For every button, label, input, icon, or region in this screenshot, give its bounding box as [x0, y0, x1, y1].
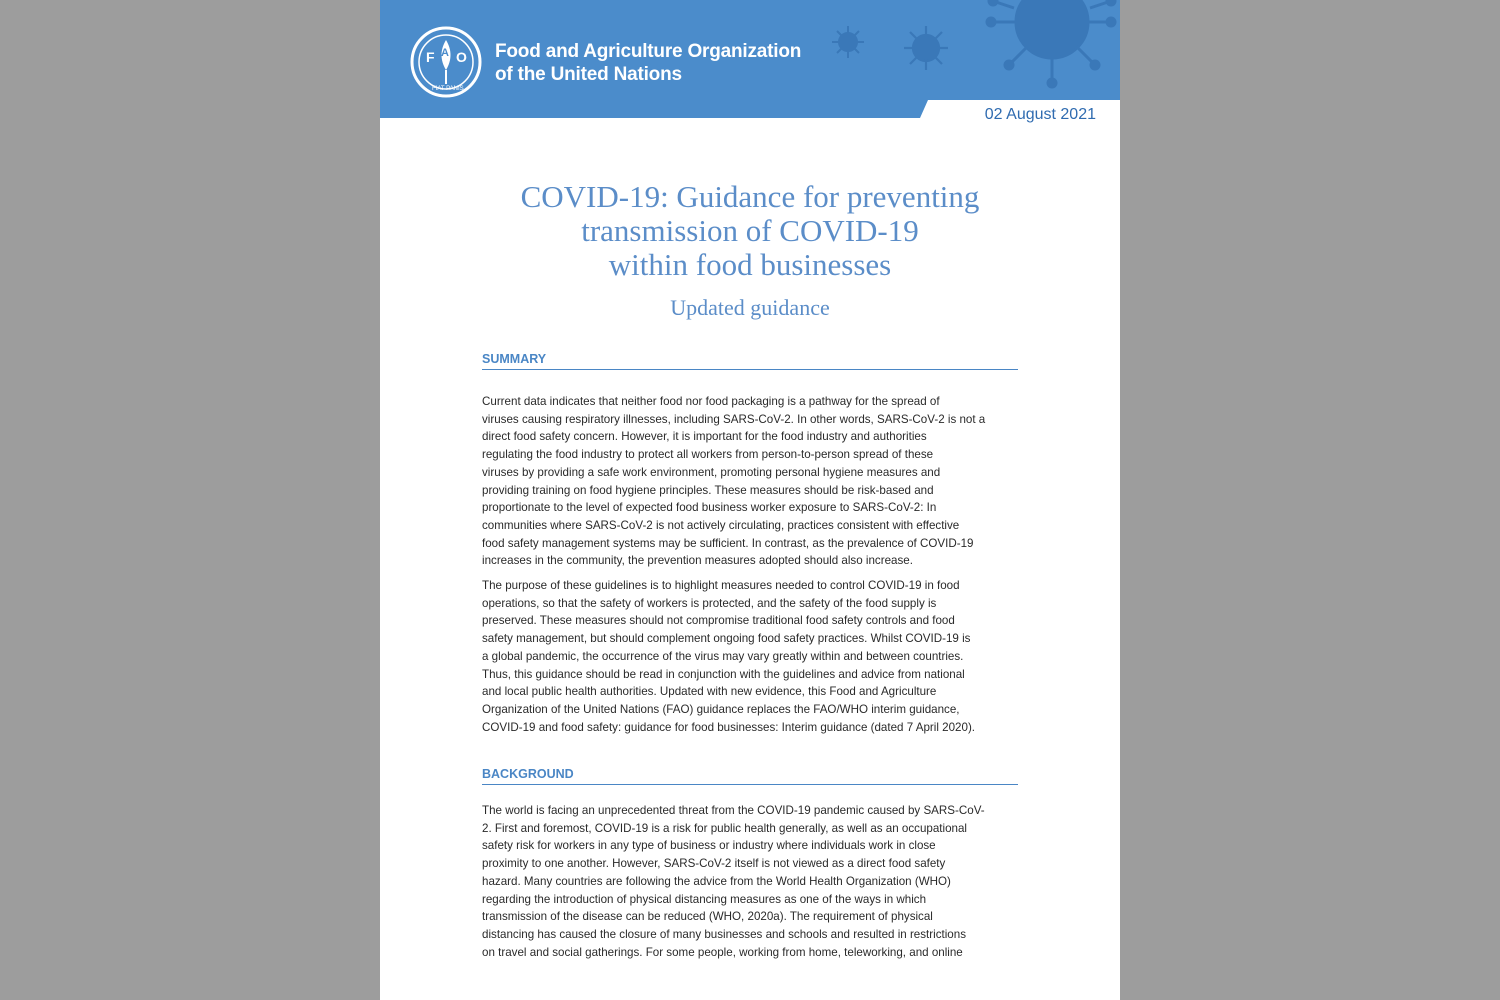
org-name-line2: of the United Nations	[495, 64, 682, 85]
text-line: 2. First and foremost, COVID-19 is a risk for public health generally, as well as an occupational	[482, 821, 968, 835]
summary-heading: SUMMARY	[482, 352, 1018, 370]
title-line2: transmission of COVID-19	[581, 213, 919, 248]
text-line: proximity to one another. However, SARS-CoV-2 itself is not viewed as a direct food safety	[482, 857, 946, 871]
text-line: communities where SARS-CoV-2 is not actively circulating, practices consistent with effective	[482, 518, 960, 532]
text-line: COVID-19 and food safety: guidance for food businesses: Interim guidance (dated 7 April 2020).	[482, 720, 976, 734]
text-line: providing training on food hygiene principles. These measures should be risk-based and	[482, 483, 934, 497]
text-line: hazard. Many countries are following the advice from the World Health Organization (WHO)	[482, 874, 951, 888]
text-line: proportionate to the level of expected food business worker exposure to SARS-CoV-2: In	[482, 501, 937, 515]
text-line: viruses causing respiratory illnesses, including SARS-CoV-2. In other words, SARS-CoV-2 is not a	[482, 412, 986, 426]
org-name-line1: Food and Agriculture Organization	[495, 41, 802, 62]
fao-emblem-icon	[410, 26, 482, 98]
document-page	[380, 0, 1120, 1000]
text-line: distancing has caused the closure of many businesses and schools and resulted in restrictions	[482, 927, 966, 941]
text-line: and local public health authorities. Updated with new evidence, this Food and Agriculture	[482, 685, 937, 699]
logo-letter-a: A	[441, 47, 449, 59]
organization-name	[495, 40, 801, 86]
text-line: direct food safety concern. However, it is important for the food industry and authorities	[482, 430, 927, 444]
text-line: safety risk for workers in any type of business or industry where individuals work in close	[482, 839, 936, 853]
logo-letter-o: O	[456, 49, 467, 65]
text-line: regulating the food industry to protect all workers from person-to-person spread of these	[482, 448, 934, 462]
text-line: increases in the community, the prevention measures adopted should also increase.	[482, 554, 913, 568]
text-line: regarding the introduction of physical distancing measures as one of the ways in which	[482, 892, 927, 906]
text-line: The world is facing an unprecedented threat from the COVID-19 pandemic caused by SARS-CoV-	[482, 804, 985, 817]
header-banner	[380, 0, 1120, 118]
summary-paragraph-2	[482, 577, 1022, 736]
text-line: transmission of the disease can be reduced (WHO, 2020a). The requirement of physical	[482, 910, 933, 924]
text-line: safety management, but should complement ongoing food safety practices. Whilst COVID-19 is	[482, 632, 971, 646]
text-line: operations, so that the safety of workers is protected, and the safety of the food supply is	[482, 596, 937, 610]
title-line1: COVID-19: Guidance for preventing	[520, 179, 980, 214]
logo-letter-f: F	[426, 49, 435, 65]
background-heading: BACKGROUND	[482, 767, 1018, 785]
text-line: Thus, this guidance should be read in conjunction with the guidelines and advice from national	[482, 667, 965, 681]
publication-date: 02 August 2021	[984, 106, 1096, 123]
summary-paragraph-1	[482, 393, 1022, 570]
virus-icon-medium	[904, 26, 948, 70]
text-line: Current data indicates that neither food nor food packaging is a pathway for the spread of	[482, 395, 940, 408]
text-line: on travel and social gatherings. For some people, working from home, teleworking, and online	[482, 945, 963, 959]
document-title	[450, 180, 1050, 282]
text-line: preserved. These measures should not compromise traditional food safety controls and food	[482, 614, 955, 628]
text-line: Organization of the United Nations (FAO) guidance replaces the FAO/WHO interim guidance,	[482, 702, 960, 716]
title-line3: within food businesses	[608, 247, 892, 282]
logo-motto: FIAT PANIS	[432, 86, 464, 92]
text-line: a global pandemic, the occurrence of the virus may vary greatly within and between countries.	[482, 649, 964, 663]
text-line: viruses by providing a safe work environment, promoting personal hygiene measures and	[482, 465, 941, 479]
fao-logo	[410, 26, 482, 98]
document-subtitle: Updated guidance	[670, 295, 830, 320]
text-line: food safety management systems may be sufficient. In contrast, as the prevalence of COVID-19	[482, 536, 974, 550]
text-line: The purpose of these guidelines is to highlight measures needed to control COVID-19 in food	[482, 579, 960, 592]
background-paragraph-1	[482, 802, 1022, 961]
